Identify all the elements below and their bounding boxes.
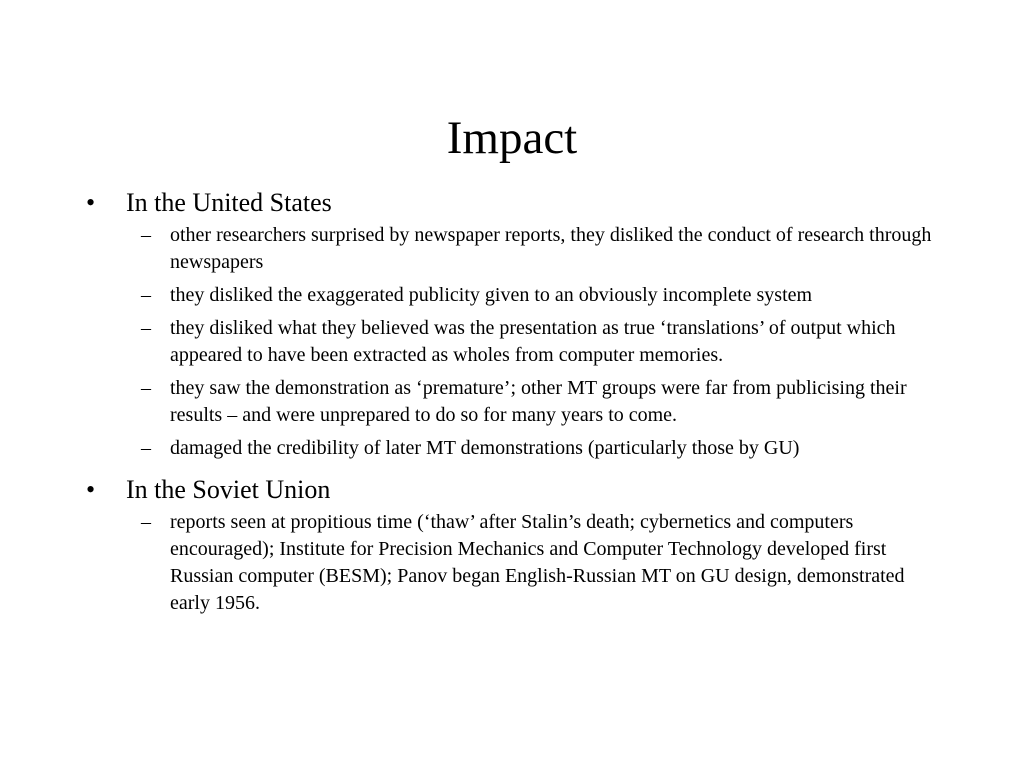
slide-title: Impact bbox=[446, 112, 578, 164]
sub-bullet-item bbox=[86, 222, 946, 276]
dash-icon: – bbox=[141, 437, 151, 459]
sub-bullet-text: other researchers surprised by newspaper reports, they disliked the conduct of research through newspapers bbox=[170, 224, 932, 273]
bullet-item bbox=[86, 473, 946, 506]
sub-bullet-text: they disliked the exaggerated publicity given to an obviously incomplete system bbox=[170, 284, 813, 306]
sub-bullet-item bbox=[86, 282, 946, 309]
sub-bullet-item bbox=[86, 509, 946, 617]
sub-bullet-item bbox=[86, 435, 946, 462]
section-heading: In the United States bbox=[126, 188, 332, 217]
sub-bullet-item bbox=[86, 375, 946, 429]
section-heading: In the Soviet Union bbox=[126, 475, 331, 504]
sub-bullet-text: they saw the demonstration as ‘premature’; other MT groups were far from publicising their results – and were unprepared to do so for many years to come. bbox=[170, 377, 907, 426]
section-soviet-union bbox=[86, 473, 946, 617]
sub-bullet-text: damaged the credibility of later MT demonstrations (particularly those by GU) bbox=[170, 437, 800, 459]
bullet-icon: • bbox=[86, 475, 96, 504]
dash-icon: – bbox=[141, 511, 151, 533]
bullet-item bbox=[86, 186, 946, 219]
sub-bullet-text: reports seen at propitious time (‘thaw’ after Stalin’s death; cybernetics and computers encouraged); Institute for Precision Mechanics and Computer Technology developed first Russian computer (BESM); Panov began English-Russian MT on GU design, demonstrated early 1956. bbox=[170, 511, 905, 614]
dash-icon: – bbox=[141, 224, 151, 246]
sub-bullet-text: they disliked what they believed was the presentation as true ‘translations’ of output which appeared to have been extracted as wholes from computer memories. bbox=[170, 317, 896, 366]
dash-icon: – bbox=[141, 377, 151, 399]
dash-icon: – bbox=[141, 317, 151, 339]
bullet-icon: • bbox=[86, 188, 96, 217]
slide-body bbox=[86, 186, 946, 617]
section-united-states bbox=[86, 186, 946, 462]
sub-bullet-item bbox=[86, 315, 946, 369]
dash-icon: – bbox=[141, 284, 151, 306]
